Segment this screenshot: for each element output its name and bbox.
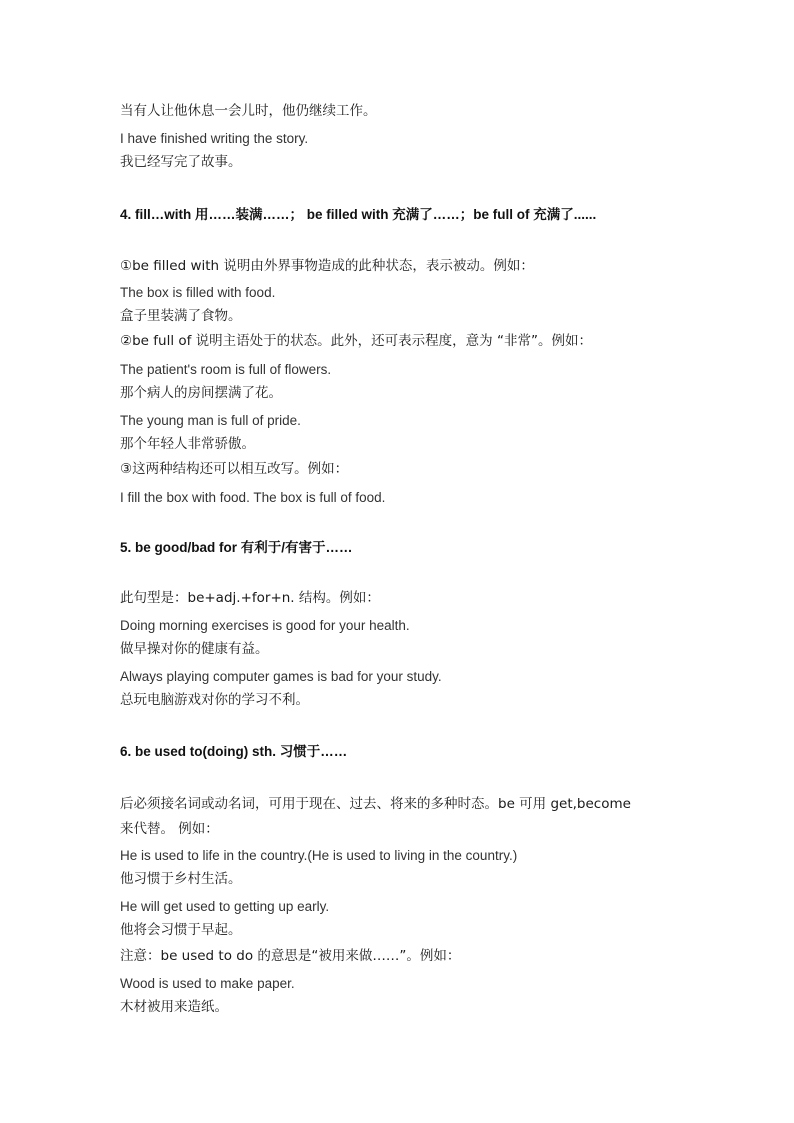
section-6-heading: 6. be used to(doing) sth. 习惯于…… [120, 744, 348, 759]
section-6-point-1-line-2: 来代替。 例如： [120, 821, 219, 837]
section-4-example-3-english: The young man is full of pride. [120, 413, 301, 428]
section-5-example-2-english: Always playing computer games is bad for your study. [120, 669, 442, 684]
section-4-example-2-chinese: 那个病人的房间摆满了花。 [120, 385, 282, 401]
section-6-example-2-english: He will get used to getting up early. [120, 899, 330, 914]
section-5-heading: 5. be good/bad for 有利于/有害于…… [120, 540, 353, 555]
section-5-example-1-english: Doing morning exercises is good for your health. [120, 618, 410, 633]
section-4-example-4-english: I fill the box with food. The box is full of food. [120, 490, 386, 505]
section-6-point-1-line-1: 后必须接名词或动名词，可用于现在、过去、将来的多种时态。be 可用 get,become [120, 796, 631, 812]
intro-example-english: I have finished writing the story. [120, 131, 309, 146]
section-4-point-1: ①be filled with 说明由外界事物造成的此种状态，表示被动。例如： [120, 258, 534, 274]
section-4-example-3-chinese: 那个年轻人非常骄傲。 [120, 436, 255, 452]
section-6-example-2-chinese: 他将会习惯于早起。 [120, 922, 242, 938]
section-4-example-2-english: The patient's room is full of flowers. [120, 362, 332, 377]
section-4-point-3: ③这两种结构还可以相互改写。例如： [120, 461, 349, 477]
section-5-example-1-chinese: 做早操对你的健康有益。 [120, 641, 269, 657]
intro-translation-line: 当有人让他休息一会儿时，他仍继续工作。 [120, 103, 377, 119]
section-6-note: 注意：be used to do 的意思是“被用来做……”。例如： [120, 948, 461, 964]
section-6-example-1-english: He is used to life in the country.(He is used to living in the country.) [120, 848, 518, 863]
section-5-point-1: 此句型是：be+adj.+for+n. 结构。例如： [120, 590, 380, 606]
intro-example-chinese: 我已经写完了故事。 [120, 154, 242, 170]
section-6-example-1-chinese: 他习惯于乡村生活。 [120, 871, 242, 887]
section-4-example-1-english: The box is filled with food. [120, 285, 276, 300]
section-5-example-2-chinese: 总玩电脑游戏对你的学习不利。 [120, 692, 309, 708]
section-4-example-1-chinese: 盒子里装满了食物。 [120, 308, 242, 324]
section-4-point-2: ②be full of 说明主语处于的状态。此外，还可表示程度，意为 “非常”。例如： [120, 333, 592, 349]
section-4-heading: 4. fill…with 用……装满……； be filled with 充满了……；be full of 充满了...... [120, 207, 597, 222]
section-6-example-3-english: Wood is used to make paper. [120, 976, 295, 991]
section-6-example-3-chinese: 木材被用来造纸。 [120, 999, 228, 1015]
